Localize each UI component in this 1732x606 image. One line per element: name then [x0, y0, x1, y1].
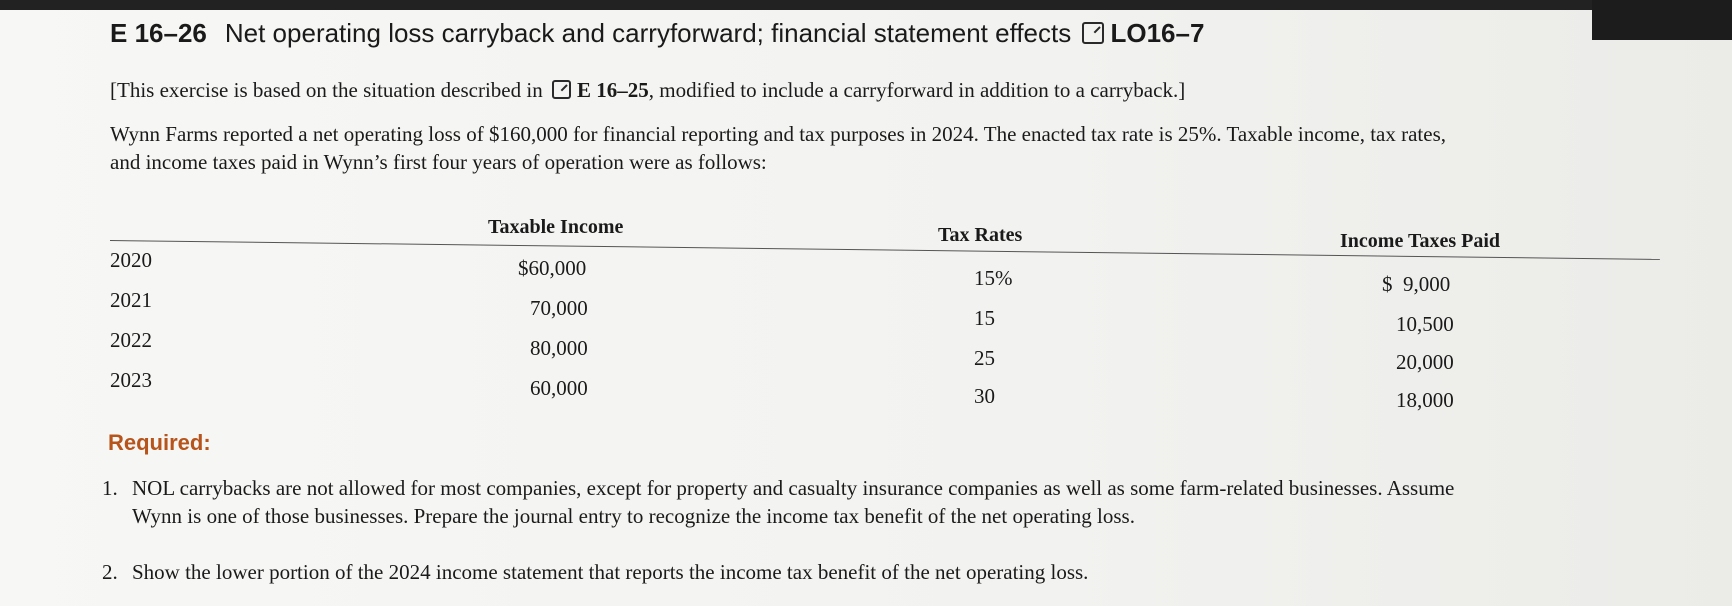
- exercise-note: [110, 78, 1185, 103]
- top-bar: [0, 0, 1732, 10]
- note-after: , modified to include a carryforward in addition to a carryback.]: [648, 78, 1186, 102]
- required-heading: Required:: [108, 430, 211, 455]
- required-item-text: [132, 558, 1088, 586]
- top-bar-corner: [1592, 0, 1732, 40]
- required-item-number: 2.: [102, 560, 118, 584]
- required-item-text: [132, 474, 1454, 530]
- table-row-paid: $ 9,000: [1382, 272, 1451, 296]
- table-row-year: 2022: [110, 328, 152, 352]
- table-row-paid: 18,000: [1396, 388, 1454, 412]
- table-row-income: 80,000: [530, 336, 588, 360]
- header-income-taxes-paid: Income Taxes Paid: [1340, 230, 1501, 252]
- required-item-1: [102, 474, 1702, 534]
- learning-objective-link[interactable]: LO16–7: [1110, 18, 1205, 48]
- table-row-rate: 15%: [974, 266, 1013, 290]
- table-row-rate: 30: [974, 384, 995, 408]
- table-row-year: 2021: [110, 288, 152, 312]
- required-item-number: 1.: [102, 476, 118, 500]
- table-row-rate: 15: [974, 306, 995, 330]
- table-row-income: 60,000: [530, 376, 588, 400]
- intro-line-2: and income taxes paid in Wynn’s first four years of operation were as follows:: [110, 150, 767, 174]
- table-row-year: 2020: [110, 248, 152, 272]
- external-link-icon[interactable]: [1082, 22, 1104, 44]
- exercise-code: E 16–26: [110, 18, 207, 48]
- table-row-paid: 20,000: [1396, 350, 1454, 374]
- intro-line-1: Wynn Farms reported a net operating loss of $160,000 for financial reporting and tax purposes in 2024. The enacted tax rate is 25%. Taxable income, tax rates,: [110, 122, 1447, 146]
- note-before: [This exercise is based on the situation described in: [110, 78, 543, 102]
- required-item-line-1: NOL carrybacks are not allowed for most companies, except for property and casualty insurance companies as well as some farm-related businesses. Assume: [132, 476, 1455, 500]
- note-exercise-link[interactable]: E 16–25: [576, 78, 649, 102]
- table-row-income: 70,000: [530, 296, 588, 320]
- header-tax-rates: Tax Rates: [938, 224, 1023, 246]
- external-link-icon[interactable]: [552, 80, 571, 99]
- table-row-income: $60,000: [518, 256, 587, 280]
- required-item-line-1: Show the lower portion of the 2024 income statement that reports the income tax benefit of the net operating loss.: [132, 560, 1089, 584]
- table-row-rate: 25: [974, 346, 995, 370]
- header-taxable-income: Taxable Income: [488, 216, 624, 238]
- exercise-title: [110, 18, 1204, 49]
- required-item-line-2: Wynn is one of those businesses. Prepare the journal entry to recognize the income tax benefit of the net operating loss.: [132, 504, 1135, 528]
- table-row-year: 2023: [110, 368, 152, 392]
- required-item-2: [102, 558, 1702, 588]
- table-row-paid: 10,500: [1396, 312, 1454, 336]
- exercise-title-text: Net operating loss carryback and carryforward; financial statement effects: [224, 18, 1072, 48]
- intro-paragraph: [110, 120, 1670, 176]
